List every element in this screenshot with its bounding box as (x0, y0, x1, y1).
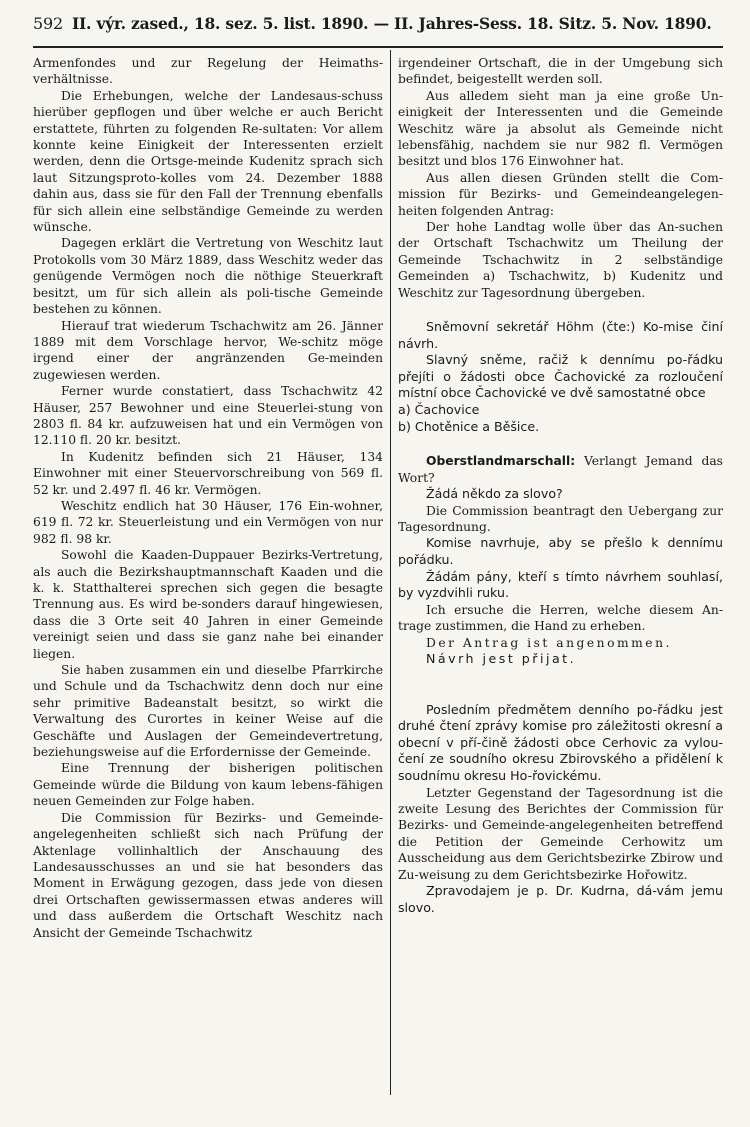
speech-text: Žádám pány, kteří s tímto návrhem souhlasí, by vyzdvihli ruku. (398, 568, 723, 601)
paragraph: Dagegen erklärt die Vertretung von Weschitz laut Protokolls vom 30 März 1889, dass Weschitz weder das genügende Vermögen noch die nöthige Steuerkraft besitzt, um für sich allein als poli-tische Gemeinde bestehen zu können. (33, 236, 383, 317)
paragraph: In Kudenitz befinden sich 21 Häuser, 134 Einwohner mit einer Steuervorschreibung von 569 fl. 52 kr. und 2.497 fl. 46 kr. Vermögen. (33, 449, 383, 497)
paragraph: irgendeiner Ortschaft, die in der Umgebung sich befindet, beigestellt werden soll. (398, 56, 723, 87)
paragraph: Zpravodajem je p. Dr. Kudrna, dá-vám jemu slovo. (398, 883, 723, 915)
paragraph: Eine Trennung der bisherigen politischen Gemeinde würde die Bildung von kaum lebens-fähigen neuen Gemeinden zur Folge haben. (33, 761, 383, 809)
header-rule (33, 46, 723, 48)
page-header (33, 14, 723, 44)
paragraph: Die Commission für Bezirks- und Gemeinde-angelegenheiten schließt sich nach Prüfung der Aktenlage vollinhaltlich der Anschauung des Landesausschusses an und sie hat besonders das Moment in Erwägung gezogen, dass jede von diesen drei Ortschaften gewissermassen etwas anderes will und dass außerdem die Ortschaft Weschitz nach Ansicht der Gemeinde Tschachwitz (33, 810, 383, 940)
speech-text: Návrh jest přijat. (426, 651, 577, 667)
paragraph: Aus alledem sieht man ja eine große Un-einigkeit der Interessenten und die Gemeinde Weschitz wäre ja absolut als Gemeinde nicht lebensfähig, nachdem sie nur 982 fl. Vermögen besitzt und blos 176 Einwohner hat. (398, 88, 723, 169)
left-column (33, 55, 383, 941)
paragraph: Die Erhebungen, welche der Landesaus-schuss hierüber gepflogen und über welche er auch Bericht erstattete, führten zu folgenden Re-sultaten: Vor allem konnte keine Einigkeit der Interessenten erzielt werden, denn die Ortsge-meinde Kudenitz sprach sich laut Sitzungsproto-kolles vom 24. Dezember 1888 dahin aus, dass sie für den Fall der Trennung ebenfalls für sich allein eine selbständige Gemeinde zu werden wünsche. (33, 88, 383, 235)
page-number: 592 (33, 14, 63, 33)
paragraph: Armenfondes und zur Regelung der Heimaths-verhältnisse. (33, 56, 383, 87)
paragraph: Weschitz endlich hat 30 Häuser, 176 Ein-wohner, 619 fl. 72 kr. Steuerleistung und ein Vermögen von nur 982 fl. 98 kr. (33, 498, 383, 546)
speech-text: Die Commission beantragt den Uebergang zur Tagesordnung. (398, 503, 723, 535)
paragraph: Sie haben zusammen ein und dieselbe Pfarrkirche und Schule und da Tschachwitz denn doch nur eine sehr primitive Badeanstalt besitzt, so wirkt die Verwaltung des Curortes in keiner Weise auf die Geschäfte und Auslagen der Gemeindevertretung, beziehungsweise auf die Erfordernisse der Gemeinde. (33, 663, 383, 760)
secretary-line: Sněmovní sekretář Höhm (čte:) Ko-mise činí návrh. (398, 319, 723, 351)
paragraph: Ferner wurde constatiert, dass Tschachwitz 42 Häuser, 257 Bewohner und eine Steuerlei-stung von 2803 fl. 84 kr. aufzuweisen hat und ein Vermögen von 12.110 fl. 20 kr. besitzt. (33, 384, 383, 448)
paragraph: Letzter Gegenstand der Tagesordnung ist die zweite Lesung des Berichtes der Commission für Bezirks- und Gemeinde-angelegenheiten betreffend die Petition der Gemeinde Cerhowitz um Ausscheidung aus dem Gerichtsbezirke Zbirow und Zu-weisung zu dem Gerichtsbezirke Hořowitz. (398, 785, 723, 882)
paragraph: Slavný sněme, račiž k dennímu po-řádku přejíti o žádosti obce Čachovické za rozloučení místní obce Čachovické ve dvě samostatné obce (398, 352, 723, 401)
speech-text: Žádá někdo za slovo? (426, 486, 563, 502)
paragraph: Sowohl die Kaaden-Duppauer Bezirks-Vertretung, als auch die Bezirkshauptmannschaft Kaaden und die k. k. Statthalterei sprechen sich gegen die besagte Trennung aus. Es wird be-sonders darauf hingewiesen, dass die 3 Orte seit 40 Jahren in einer Gemeinde vereinigt seien und dass sie ganz nahe bei einander liegen. (33, 548, 383, 661)
speech-text: Verlangt Jemand das Wort? (398, 454, 723, 485)
right-column (398, 55, 723, 916)
paragraph: Hierauf trat wiederum Tschachwitz am 26. Jänner 1889 mit dem Vorschlage hervor, We-schitz möge irgend einer der angränzenden Ge-meinden zugewiesen werden. (33, 318, 383, 382)
paragraph: Posledním předmětem denního po-řádku jest druhé čtení zprávy komise pro záležitosti okresní a obecní v pří-čině žádosti obce Cerhovic za vylou-čení ze soudního okresu Zbirovského a přidělení k soudnímu okresu Ho-řovickému. (398, 701, 723, 784)
speech-text: Der Antrag ist angenommen. (426, 635, 672, 650)
paragraph: Der hohe Landtag wolle über das An-suchen der Ortschaft Tschachwitz um Theilung der Gemeinde Tschachwitz in 2 selbständige Gemeinden a) Tschachwitz, b) Kudenitz und Weschitz zur Tagesordnung übergeben. (398, 220, 723, 300)
list-item: a) Čachovice (398, 402, 480, 418)
speech-text: Komise navrhuje, aby se přešlo k dennímu pořádku. (398, 535, 723, 568)
paragraph: Aus allen diesen Gründen stellt die Com-mission für Bezirks- und Gemeindeangelegen-heiten folgenden Antrag: (398, 170, 723, 218)
column-divider (390, 50, 391, 1095)
speaker-name: Oberstlandmarschall: (426, 454, 576, 469)
speech-text: Ich ersuche die Herren, welche diesem An-trage zustimmen, die Hand zu erheben. (398, 602, 723, 634)
header-title: II. výr. zased., 18. sez. 5. list. 1890. — II. Jahres-Sess. 18. Sitz. 5. Nov. 1890. (71, 14, 712, 33)
list-item: b) Chotěnice a Běšice. (398, 418, 540, 434)
